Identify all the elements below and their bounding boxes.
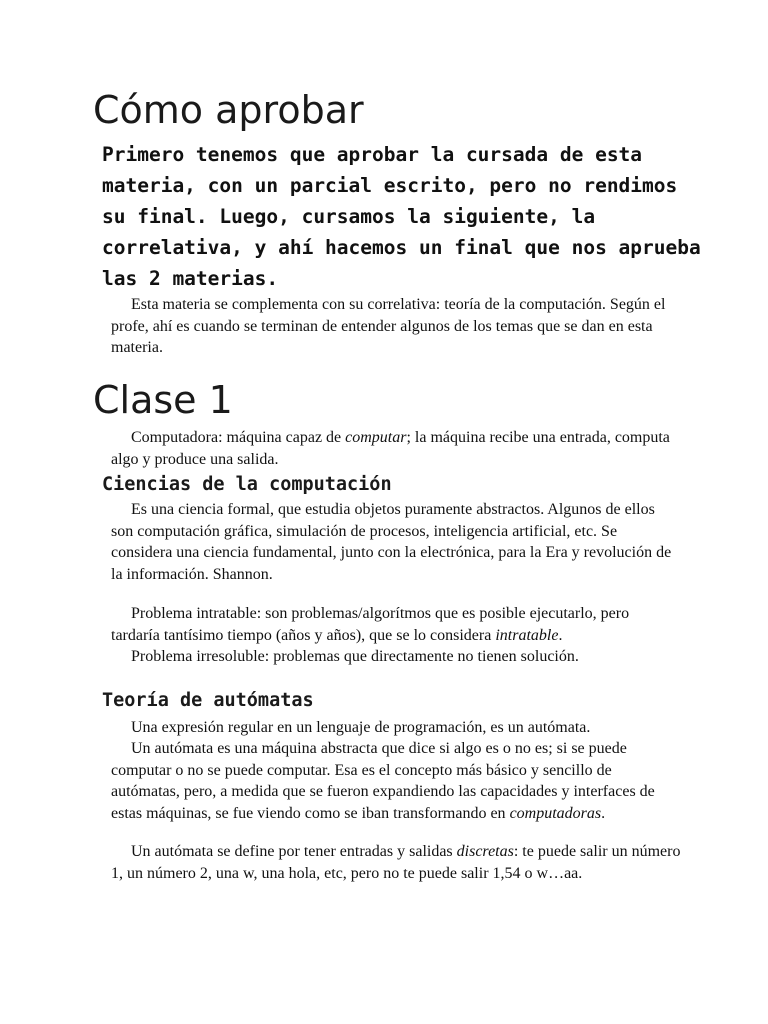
def-text-b: ; la máquina recibe una entrada, computa algo y produce una salida. [111, 429, 670, 468]
ciencias-paragraph [111, 499, 681, 585]
bold-intro-paragraph: Primero tenemos que aprobar la cursada de esta materia, con un parcial escrito, pero no rendimos su final. Luego, cursamos la siguiente, la correlativa, y ahí hacemos un final que nos aprueba las 2 materias. [102, 143, 701, 290]
intratable-paragraph [111, 603, 681, 646]
heading-ciencias: Ciencias de la computación [102, 474, 392, 495]
automatas-p3-text-b: : te puede salir un número 1, un número 2, una w, una hola, etc, pero no te puede salir 1,54 o w…aa. [111, 843, 681, 882]
automatas-p3 [111, 841, 681, 884]
automatas-p3-emphasis: discretas [456, 843, 514, 860]
automatas-p2-text-b: . [601, 804, 606, 822]
correlativa-paragraph [111, 294, 681, 359]
automatas-p1 [111, 717, 681, 739]
def-text-a: Computadora: máquina capaz de [131, 429, 346, 446]
intratable-emphasis: intratable [495, 626, 559, 644]
heading-clase-1: Clase 1 [93, 378, 233, 422]
irresoluble-text: Problema irresoluble: problemas que directamente no tienen solución. [131, 648, 579, 665]
automatas-p2 [111, 738, 681, 824]
def-emphasis: computar [345, 429, 407, 446]
ciencias-text: Es una ciencia formal, que estudia objetos puramente abstractos. Algunos de ellos son computación gráfica, simulación de procesos, inteligencia artificial, etc. Se considera una ciencia fundamental, junto con la electrónica, para la Era y revolución de la información. Shannon. [111, 501, 672, 583]
automatas-p2-emphasis: computadoras [509, 804, 602, 822]
intratable-text-a: Problema intratable: son problemas/algorítmos que es posible ejecutarlo, pero tardaría tantísimo tiempo (años y años), que se lo considera [111, 605, 630, 644]
heading-automatas: Teoría de autómatas [102, 690, 314, 711]
heading-como-aprobar: Cómo aprobar [93, 88, 364, 132]
automatas-p2-text-a: Un autómata es una máquina abstracta que dice si algo es o no es; si se puede computar o no se puede computar. Esa es el concepto más básico y sencillo de autómatas, pero, a medida que se fueron expandiendo las capacidades y interfaces de estas máquinas, se fue viendo como se iban transformando en [111, 740, 655, 822]
intratable-text-b: . [558, 626, 563, 644]
automatas-p3-text-a: Un autómata se define por tener entradas y salidas [131, 843, 457, 860]
irresoluble-paragraph [111, 646, 681, 668]
automatas-p1-text: Una expresión regular en un lenguaje de programación, es un autómata. [131, 719, 591, 736]
computadora-definition [111, 427, 681, 470]
correlativa-text: Esta materia se complementa con su correlativa: teoría de la computación. Según el profe, ahí es cuando se terminan de entender algunos de los temas que se dan en esta materia. [111, 296, 666, 357]
